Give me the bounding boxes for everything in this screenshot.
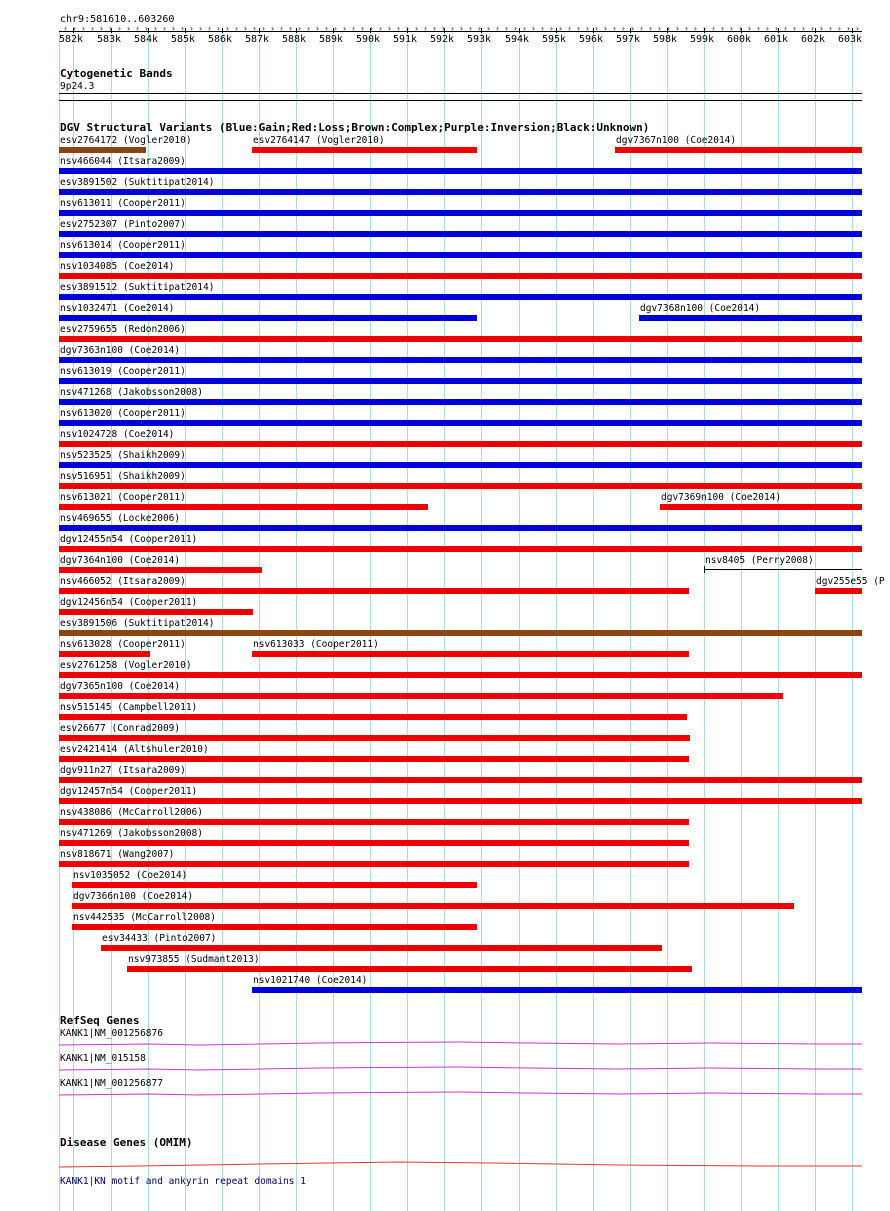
ruler-arrow: › (360, 24, 365, 33)
ruler-arrow: › (792, 24, 797, 33)
ruler-arrow: › (315, 24, 320, 33)
variant-label: nsv469655 (Locke2006) (60, 513, 181, 524)
ruler-arrow: › (99, 24, 104, 33)
ruler-tick-label: 599k (690, 34, 715, 45)
variant-bar (704, 569, 862, 570)
ruler-tick-label: 601k (764, 34, 789, 45)
ruler-arrow: › (369, 24, 374, 33)
ruler-arrow: › (855, 24, 860, 33)
variant-bar (59, 651, 150, 657)
ruler-arrow: › (153, 24, 158, 33)
variant-label: nsv516951 (Shaikh2009) (60, 471, 186, 482)
ruler-arrow: › (783, 24, 788, 33)
variant-label: esv3891506 (Suktitipat2014) (60, 618, 215, 629)
ruler-arrow: › (378, 24, 383, 33)
ruler-arrow: › (729, 24, 734, 33)
ruler-tick-label: 596k (579, 34, 604, 45)
refseq-title: RefSeq Genes (60, 1014, 140, 1027)
variant-bar (615, 147, 862, 153)
ruler-tick-label: 582k (59, 34, 84, 45)
ruler-arrow: › (117, 24, 122, 33)
ruler-arrow: › (495, 24, 500, 33)
ruler-arrow: › (513, 24, 518, 33)
gene-line (59, 1092, 862, 1095)
ruler-arrow: › (324, 24, 329, 33)
variant-label: nsv613028 (Cooper2011) (60, 639, 186, 650)
variant-label: nsv438086 (McCarroll2006) (60, 807, 203, 818)
variant-label: nsv1032471 (Coe2014) (60, 303, 175, 314)
ruler-arrow: › (702, 24, 707, 33)
ruler-arrow: › (576, 24, 581, 33)
ruler-arrow: › (711, 24, 716, 33)
cytoband-band-label: 9p24.3 (60, 81, 95, 92)
ruler-arrow: › (459, 24, 464, 33)
ruler-tick-label: 598k (653, 34, 678, 45)
variant-bar (59, 630, 862, 636)
ruler-arrow: › (648, 24, 653, 33)
variant-label: nsv613011 (Cooper2011) (60, 198, 186, 209)
ruler-arrow: › (234, 24, 239, 33)
variant-label: nsv818671 (Wang2007) (60, 849, 175, 860)
ruler-tick-label: 588k (282, 34, 307, 45)
ruler-arrow: › (819, 24, 824, 33)
ruler-arrow: › (342, 24, 347, 33)
cytoband-line (59, 93, 862, 94)
variant-bar (59, 315, 477, 321)
variant-label: nsv471268 (Jakobsson2008) (60, 387, 203, 398)
variant-bar (59, 294, 862, 300)
variant-bar (59, 441, 862, 447)
ruler-tick-label: 597k (616, 34, 641, 45)
variant-label: dgv7367n100 (Coe2014) (616, 135, 737, 146)
ruler-arrow: › (333, 24, 338, 33)
ruler-arrow: › (621, 24, 626, 33)
variant-label: esv2752307 (Pinto2007) (60, 219, 186, 230)
cytoband-title: Cytogenetic Bands (60, 67, 173, 80)
variant-bar (59, 693, 783, 699)
ruler-tick-label: 593k (467, 34, 492, 45)
ruler-arrow: › (432, 24, 437, 33)
variant-label: nsv442535 (McCarroll2008) (73, 912, 216, 923)
ruler-tick (815, 28, 816, 33)
ruler-tick (519, 28, 520, 33)
ruler-arrow: › (828, 24, 833, 33)
gene-structure (59, 1065, 862, 1071)
variant-label: nsv1021740 (Coe2014) (253, 975, 368, 986)
ruler-arrow: › (846, 24, 851, 33)
ruler-arrow: › (189, 24, 194, 33)
location-label: chr9:581610..603260 (60, 14, 175, 25)
ruler-arrow: › (108, 24, 113, 33)
variant-bar (59, 273, 862, 279)
ruler-arrow: › (279, 24, 284, 33)
variant-label: dgv7369n100 (Coe2014) (661, 492, 782, 503)
ruler-arrow: › (405, 24, 410, 33)
variant-label: dgv7364n100 (Coe2014) (60, 555, 181, 566)
gene-label: KANK1|NM_015158 (60, 1053, 146, 1064)
variant-label: esv2421414 (Altshuler2010) (60, 744, 209, 755)
variant-label: esv3891512 (Suktitipat2014) (60, 282, 215, 293)
variant-bar (72, 903, 794, 909)
gene-label: KANK1|NM_001256876 (60, 1028, 163, 1039)
ruler-arrow: › (81, 24, 86, 33)
omim-title: Disease Genes (OMIM) (60, 1136, 193, 1149)
variant-bar (72, 882, 477, 888)
ruler-tick-label: 602k (801, 34, 826, 45)
ruler-arrow: › (765, 24, 770, 33)
variant-bar (59, 798, 862, 804)
ruler-arrow: › (558, 24, 563, 33)
variant-bar (59, 777, 862, 783)
ruler-arrow: › (603, 24, 608, 33)
variant-bar (59, 420, 862, 426)
ruler-arrow: › (585, 24, 590, 33)
variant-bar (101, 945, 662, 951)
ruler-tick (222, 28, 223, 33)
ruler-arrow: › (657, 24, 662, 33)
ruler-arrow: › (810, 24, 815, 33)
variant-label: nsv1035052 (Coe2014) (73, 870, 188, 881)
variant-bar-cap (704, 566, 705, 573)
variant-label: nsv471269 (Jakobsson2008) (60, 828, 203, 839)
ruler-arrow: › (387, 24, 392, 33)
ruler-arrow: › (720, 24, 725, 33)
variant-label: nsv613033 (Cooper2011) (253, 639, 379, 650)
variant-label: dgv7363n100 (Coe2014) (60, 345, 181, 356)
variant-bar (252, 651, 689, 657)
ruler-arrow: › (207, 24, 212, 33)
variant-bar (59, 525, 862, 531)
variant-bar (59, 819, 689, 825)
omim-gene-label: KANK1|KN motif and ankyrin repeat domains 1 (60, 1176, 306, 1187)
ruler-arrow: › (504, 24, 509, 33)
ruler-tick-label: 589k (319, 34, 344, 45)
variant-label: nsv613014 (Cooper2011) (60, 240, 186, 251)
variant-bar (59, 168, 862, 174)
variant-label: esv2761258 (Vogler2010) (60, 660, 192, 671)
ruler-arrow: › (441, 24, 446, 33)
ruler-arrow: › (243, 24, 248, 33)
variant-bar (639, 315, 862, 321)
ruler-tick-label: 583k (97, 34, 122, 45)
variant-bar (127, 966, 692, 972)
ruler-arrow: › (297, 24, 302, 33)
ruler-arrow: › (522, 24, 527, 33)
ruler-arrow: › (450, 24, 455, 33)
ruler-arrow: › (198, 24, 203, 33)
gene-line (59, 1042, 862, 1045)
variant-label: dgv12456n54 (Cooper2011) (60, 597, 198, 608)
variant-bar (59, 672, 862, 678)
variant-bar (59, 336, 862, 342)
ruler-tick-label: 585k (171, 34, 196, 45)
ruler-arrow: › (135, 24, 140, 33)
ruler-arrow: › (477, 24, 482, 33)
ruler-tick (556, 28, 557, 33)
variant-label: esv26677 (Conrad2009) (60, 723, 181, 734)
ruler-tick-label: 591k (393, 34, 418, 45)
variant-bar (59, 714, 687, 720)
variant-bar (59, 462, 862, 468)
ruler-tick-label: 587k (245, 34, 270, 45)
variant-label: dgv255e55 (P (816, 576, 885, 587)
ruler-arrow: › (216, 24, 221, 33)
variant-label: nsv973855 (Sudmant2013) (128, 954, 260, 965)
gene-structure (59, 1090, 862, 1096)
variant-bar (59, 357, 862, 363)
variant-label: esv2759655 (Redon2006) (60, 324, 186, 335)
gene-structure (59, 1040, 862, 1046)
variant-bar (815, 588, 862, 594)
gene-line (59, 1067, 862, 1070)
variant-bar (59, 861, 689, 867)
variant-label: dgv7368n100 (Coe2014) (640, 303, 761, 314)
variant-label: esv2764147 (Vogler2010) (253, 135, 385, 146)
variant-bar (59, 147, 146, 153)
variant-bar (59, 609, 253, 615)
ruler-tick-label: 586k (208, 34, 233, 45)
variant-bar (252, 987, 862, 993)
ruler-tick-label: 592k (430, 34, 455, 45)
ruler-tick (852, 28, 853, 33)
variant-bar (59, 231, 862, 237)
ruler-arrow: › (63, 24, 68, 33)
variant-bar (59, 840, 689, 846)
ruler-arrow: › (486, 24, 491, 33)
ruler-arrow: › (612, 24, 617, 33)
variant-label: dgv12457n54 (Cooper2011) (60, 786, 198, 797)
ruler-arrow: › (747, 24, 752, 33)
ruler-arrow: › (414, 24, 419, 33)
ruler-tick (259, 28, 260, 33)
ruler-arrow: › (666, 24, 671, 33)
ruler-arrow: › (801, 24, 806, 33)
ruler-arrow: › (675, 24, 680, 33)
gene-label: KANK1|NM_001256877 (60, 1078, 163, 1089)
variant-bar (59, 210, 862, 216)
omim-gene-line (59, 1162, 862, 1167)
ruler-arrow: › (396, 24, 401, 33)
ruler-tick-label: 595k (542, 34, 567, 45)
ruler-arrow: › (162, 24, 167, 33)
variant-bar (72, 924, 477, 930)
variant-bar (59, 399, 862, 405)
ruler-tick (185, 28, 186, 33)
ruler-arrow: › (225, 24, 230, 33)
variant-label: nsv523525 (Shaikh2009) (60, 450, 186, 461)
variant-bar (59, 252, 862, 258)
ruler-arrow: › (351, 24, 356, 33)
variant-label: dgv12455n54 (Cooper2011) (60, 534, 198, 545)
ruler-arrow: › (306, 24, 311, 33)
variant-label: nsv466044 (Itsara2009) (60, 156, 186, 167)
variant-bar (252, 147, 477, 153)
variant-bar (59, 567, 262, 573)
ruler-arrow: › (288, 24, 293, 33)
ruler-arrow: › (837, 24, 842, 33)
ruler-arrow: › (738, 24, 743, 33)
variant-label: nsv613019 (Cooper2011) (60, 366, 186, 377)
ruler-arrow: › (171, 24, 176, 33)
variant-bar (59, 504, 428, 510)
variant-label: nsv466052 (Itsara2009) (60, 576, 186, 587)
variant-bar (59, 588, 689, 594)
ruler-arrow: › (774, 24, 779, 33)
ruler-arrow: › (630, 24, 635, 33)
variant-bar (59, 189, 862, 195)
ruler-arrow: › (693, 24, 698, 33)
ruler-tick-label: 603k (838, 34, 863, 45)
variant-label: esv2764172 (Vogler2010) (60, 135, 192, 146)
omim-gene-structure (59, 1160, 862, 1168)
ruler-arrow: › (72, 24, 77, 33)
variant-label: dgv911n27 (Itsara2009) (60, 765, 186, 776)
variant-bar (660, 504, 862, 510)
variant-bar (59, 483, 862, 489)
ruler-arrow: › (684, 24, 689, 33)
ruler-arrow: › (423, 24, 428, 33)
ruler-tick-label: 584k (134, 34, 159, 45)
ruler-arrow: › (252, 24, 257, 33)
ruler-arrow: › (549, 24, 554, 33)
variant-label: esv34433 (Pinto2007) (102, 933, 217, 944)
ruler-arrow: › (270, 24, 275, 33)
ruler-arrow: › (126, 24, 131, 33)
variant-label: dgv7366n100 (Coe2014) (73, 891, 194, 902)
variant-label: dgv7365n100 (Coe2014) (60, 681, 181, 692)
variant-label: nsv1034085 (Coe2014) (60, 261, 175, 272)
ruler-arrow: › (468, 24, 473, 33)
variant-label: nsv613021 (Cooper2011) (60, 492, 186, 503)
ruler-arrow: › (90, 24, 95, 33)
cytoband-line (59, 100, 862, 101)
variant-bar (59, 378, 862, 384)
ruler-arrow: › (180, 24, 185, 33)
variant-bar (59, 546, 862, 552)
ruler-arrow: › (639, 24, 644, 33)
variant-label: nsv8405 (Perry2008) (705, 555, 814, 566)
variant-label: esv3891502 (Suktitipat2014) (60, 177, 215, 188)
ruler-tick-label: 600k (727, 34, 752, 45)
ruler-arrow: › (540, 24, 545, 33)
variant-bar (59, 735, 690, 741)
ruler-tick-label: 590k (356, 34, 381, 45)
ruler-arrow: › (144, 24, 149, 33)
variant-label: nsv613020 (Cooper2011) (60, 408, 186, 419)
ruler-arrow: › (756, 24, 761, 33)
ruler-arrow: › (531, 24, 536, 33)
dgv-title: DGV Structural Variants (Blue:Gain;Red:Loss;Brown:Complex;Purple:Inversion;Black:Unknown) (60, 121, 650, 134)
ruler-arrow: › (567, 24, 572, 33)
ruler-tick-label: 594k (505, 34, 530, 45)
variant-bar (59, 756, 689, 762)
variant-label: nsv1024728 (Coe2014) (60, 429, 175, 440)
ruler-arrow: › (261, 24, 266, 33)
variant-label: nsv515145 (Campbell2011) (60, 702, 198, 713)
ruler-arrow: › (594, 24, 599, 33)
